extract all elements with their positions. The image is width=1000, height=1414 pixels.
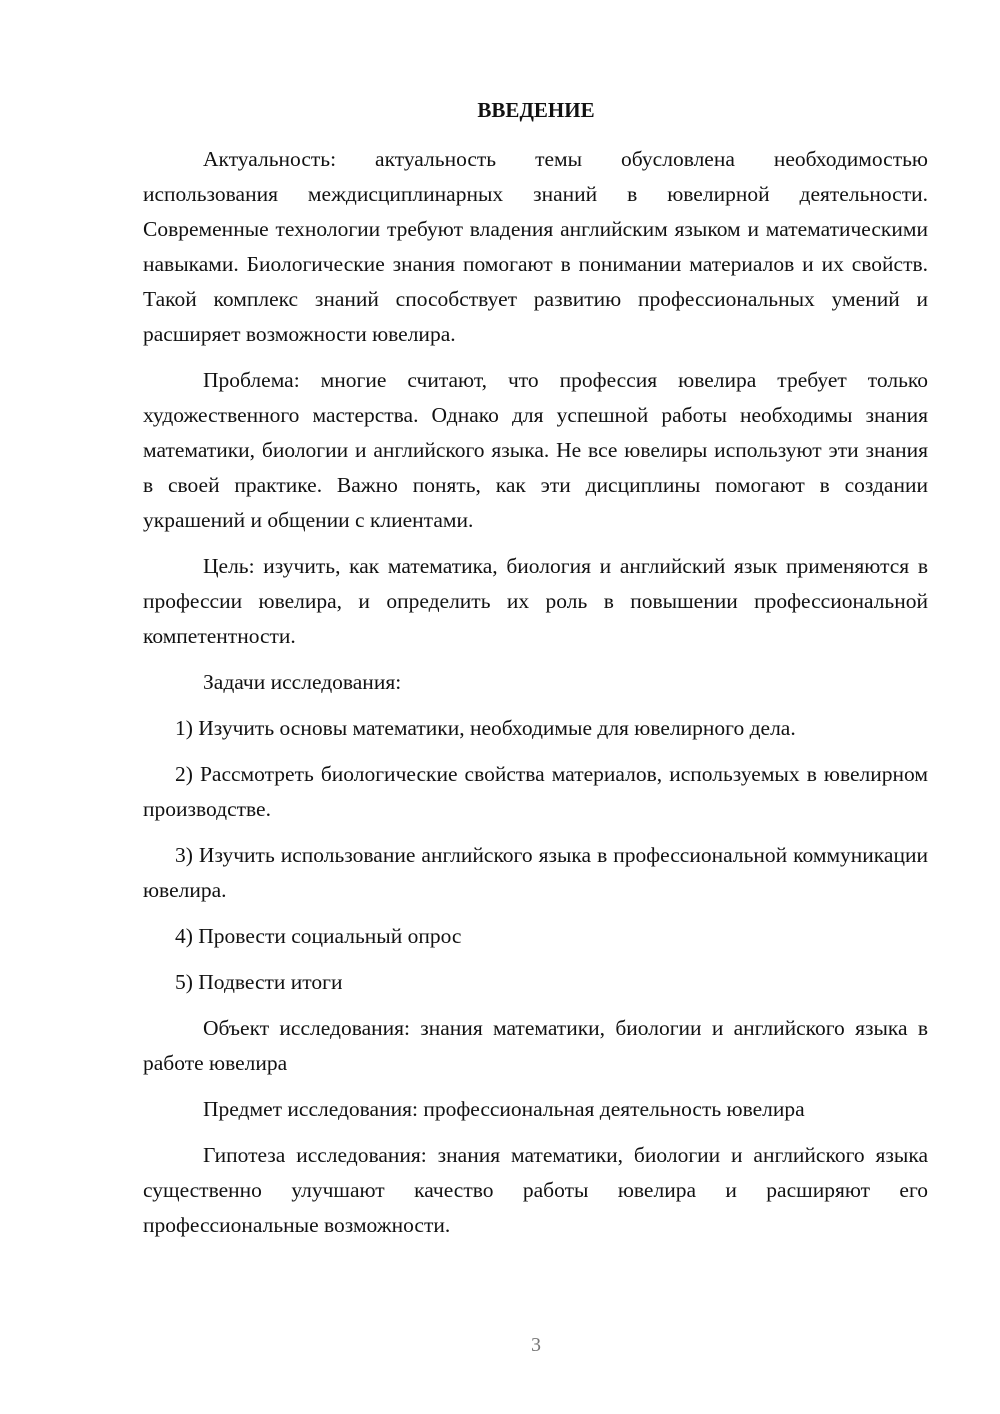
hypothesis-paragraph: Гипотеза исследования: знания математики, биологии и английского языка существенно улучшают качество работы ювелира и расширяют его профессиональные возможности. [143,1143,928,1237]
task-item: 5) Подвести итоги [175,970,343,994]
task-item: 2) Рассмотреть биологические свойства материалов, используемых в ювелирном производстве. [143,762,928,821]
page-number: 3 [531,1334,541,1356]
task-item: 4) Провести социальный опрос [175,924,462,948]
tasks-heading: Задачи исследования: [203,670,402,694]
subject-paragraph: Предмет исследования: профессиональная деятельность ювелира [203,1097,805,1121]
object-paragraph: Объект исследования: знания математики, биологии и английского языка в работе ювелира [143,1016,928,1075]
page-title: ВВЕДЕНИЕ [477,98,595,122]
document-body [143,142,928,1254]
goal-paragraph: Цель: изучить, как математика, биология и английский язык применяются в профессии ювелира, и определить их роль в повышении профессиональной компетентности. [143,554,928,648]
problem-paragraph: Проблема: многие считают, что профессия ювелира требует только художественного мастерства. Однако для успешной работы необходимы знания математики, биологии и английского языка. Не все ювелиры используют эти знания в своей практике. Важно понять, как эти дисциплины помогают в создании украшений и общении с клиентами. [143,368,928,532]
relevance-paragraph: Актуальность: актуальность темы обусловлена необходимостью использования междисциплинарных знаний в ювелирной деятельности. Современные технологии требуют владения английским языком и математическими навыками. Биологические знания помогают в понимании материалов и их свойств. Такой комплекс знаний способствует развитию профессиональных умений и расширяет возможности ювелира. [143,147,928,346]
task-item: 1) Изучить основы математики, необходимые для ювелирного дела. [175,716,796,740]
task-item: 3) Изучить использование английского языка в профессиональной коммуникации ювелира. [143,843,928,902]
